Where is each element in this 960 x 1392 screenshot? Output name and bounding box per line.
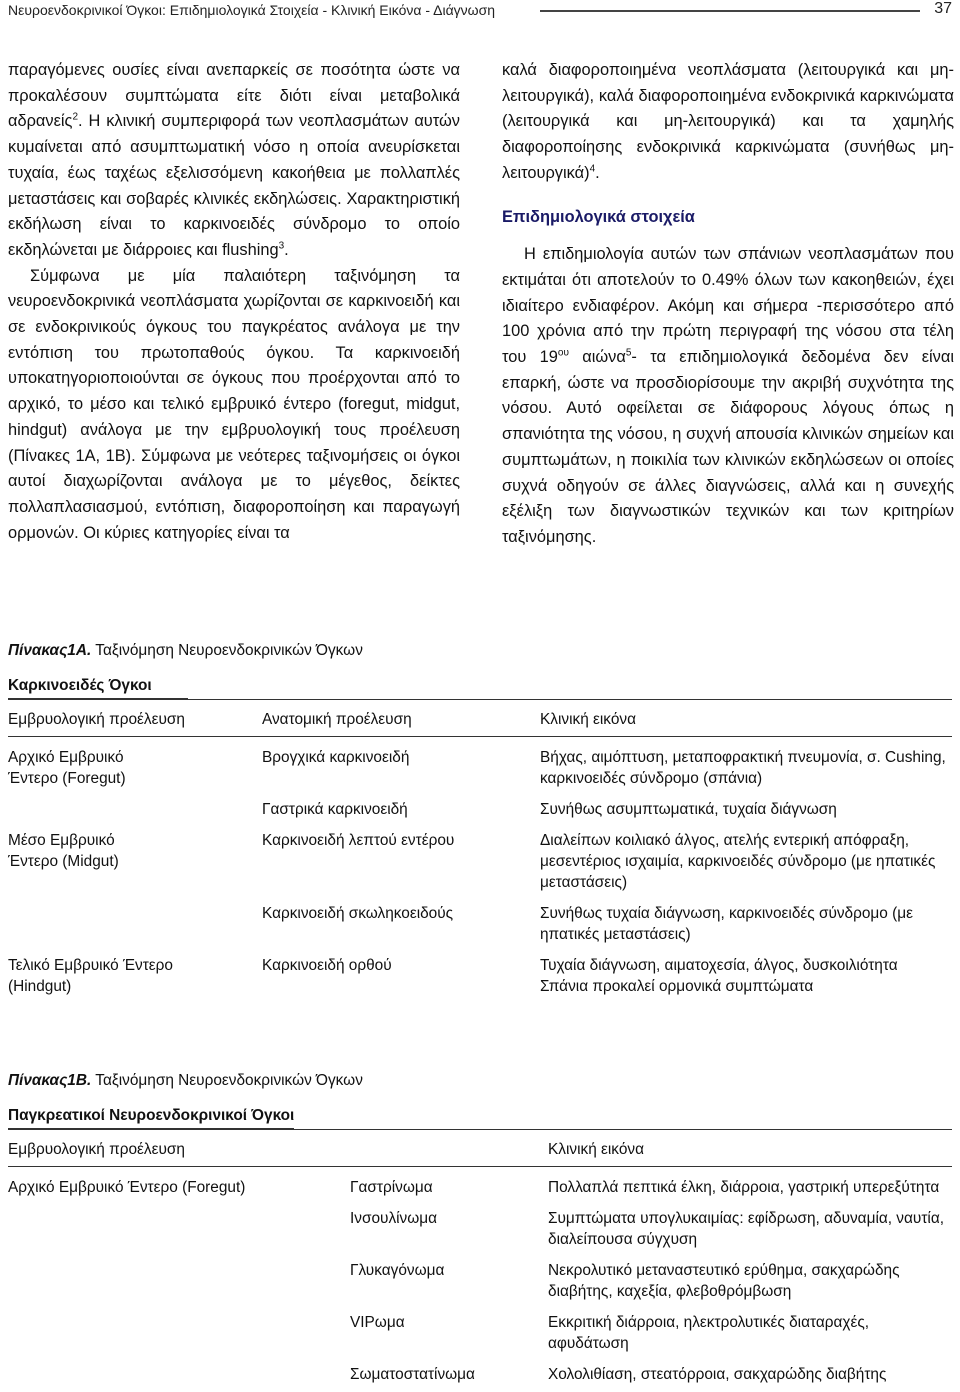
table-cell: Αρχικό Εμβρυικό Έντερο (Foregut) [8,1179,246,1196]
table-cell [8,1302,350,1354]
table-cell [8,1250,350,1302]
running-title: Νευροενδοκρινικοί Όγκοι: Επιδημιολογικά Στοιχεία - Κλινική Εικόνα - Διάγνωση [8,2,496,18]
table-cell: Καρκινοειδή ορθού [262,957,392,974]
table-row [8,1198,952,1250]
left-paragraph-1: παραγόμενες ουσίες είναι ανεπαρκείς σε ποσότητα ώστε να προκαλέσουν συμπτώματα είτε διότι είναι μεταβολικά αδρανείς$^2$. Η κλινική συμπεριφορά των νεοπλασμάτων αυτών κυμαίνεται από ασυμπτωματική νόσο η οποία ανευρίσκεται τυχαία, έως ταχέως εξελισσόμενη κακοήθεια με πολλαπλές μεταστάσεις και σοβαρές κλινικές εκδηλώσεις. Χαρακτηριστική εκδήλωση είναι το καρκινοειδές σύνδρομο το οποίο εκδηλώνεται με διάρροιες και flushing$^3$. [8,61,460,259]
table-cell: Βρογχικά καρκινοειδή [262,749,410,766]
table-cell [8,893,262,945]
table-cell: VIPωμα [350,1314,405,1331]
table-cell: Γαστρίνωμα [350,1179,433,1196]
table-cell: Ινσουλίνωμα [350,1210,438,1227]
table-cell: Πολλαπλά πεπτικά έλκη, διάρροια, γαστρική υπερεξύτητα [548,1179,940,1196]
table-cell: Συνήθως ασυμπτωματικά, τυχαία διάγνωση [540,801,837,818]
table-cell: Γαστρικά καρκινοειδή [262,801,408,818]
table-cell: Αρχικό Εμβρυικό Έντερο (Foregut) [8,749,126,787]
right-column [502,58,954,551]
table-cell: Νεκρολυτικό μεταναστευτικό ερύθημα, σακχαρώδης διαβήτης, καχεξία, φλεβοθρόμβωση [548,1262,900,1300]
table-1b [8,1129,952,1385]
table-cell: Μέσο Εμβρυικό Έντερο (Midgut) [8,832,119,870]
header-cell: Κλινική εικόνα [540,700,952,737]
table-row [8,737,952,790]
table-cell [8,789,262,820]
right-paragraph-1: καλά διαφοροποιημένα νεοπλάσματα (λειτουργικά και μη-λειτουργικά), καλά διαφοροποιημένα ενδοκρινικά καρκινώματα (λειτουργικά και μη-λειτουργικά) και τα χαμηλής διαφοροποίησης ενδοκρινικά καρκινώματα (συνήθως μη-λειτουργικά)$^4$. [502,61,954,182]
table-cell: Γλυκαγόνωμα [350,1262,445,1279]
table-1a-group: Καρκινοειδές Όγκοι [8,675,188,699]
table-row [8,1354,952,1385]
table-cell: Διαλείπων κοιλιακό άλγος, ατελής εντερική απόφραξη, μεσεντέριος ισχαιμία, καρκινοειδές σύνδρομο (με ηπατικές μεταστάσεις) [540,832,936,891]
table-row [8,789,952,820]
table-1a [8,699,952,997]
section-title: Επιδημιολογικά στοιχεία [502,207,695,226]
header-cell [350,1130,548,1167]
table-cell: Τυχαία διάγνωση, αιματοχεσία, άλγος, δυσκοιλιότητα Σπάνια προκαλεί ορμονικά συμπτώματα [540,957,898,995]
table-cell [8,1198,350,1250]
header-cell: Ανατομική προέλευση [262,700,540,737]
table-cell: Βήχας, αιμόπτυση, μεταποφρακτική πνευμονία, σ. Cushing, καρκινοειδές σύνδρομο (σπάνια) [540,749,946,787]
table-row [8,945,952,997]
table-cell: Χολολιθίαση, στεατόρροια, σακχαρώδης διαβήτης [548,1366,887,1383]
table-1a-block [8,640,952,997]
table-1b-group: Παγκρεατικοί Νευροενδοκρινικοί Όγκοι [8,1105,294,1129]
table-1b-caption: Πίνακας1Β. Ταξινόμηση Νευροενδοκρινικών Όγκων [8,1072,363,1089]
table-cell: Συμπτώματα υπογλυκαιμίας: εφίδρωση, αδυναμία, ναυτία, διαλείπουσα σύγχυση [548,1210,944,1248]
table-1b-block [8,1070,952,1385]
table-row [8,1302,952,1354]
page-number: 37 [934,0,952,17]
table-row [8,1167,952,1199]
page-header [0,0,960,24]
header-cell: Εμβρυολογική προέλευση [8,1130,350,1167]
left-column [8,58,460,546]
table-header-row [8,700,952,737]
table-row [8,1250,952,1302]
table-row [8,893,952,945]
table-cell: Καρκινοειδή λεπτού εντέρου [262,832,455,849]
right-paragraph-2: Η επιδημιολογία αυτών των σπάνιων νεοπλασμάτων που εκτιμάται ότι αποτελούν το 0.49% όλων των κακοηθειών, έχει ιδιαίτερο ενδιαφέρον. Ακόμη και σήμερα -περισσότερο από 100 χρόνια από την πρώτη περιγραφή της νόσου στα τέλη του $19^{o\upsilon}$ αιώνα$^5$- τα επιδημιολογικά δεδομένα δεν είναι επαρκή, ώστε να προσδιορίσουμε την ακριβή συχνότητα της νόσου. Αυτό οφείλεται σε διάφορους λόγους όπως η σπανιότητα της νόσου, η συχνή απουσία κλινικών σημείων και συμπτωμάτων, η ποικιλία των κλινικών εκδηλώσεων οι οποίες συχνά οδηγούν σε άλλες διαγνώσεις, αλλά και η συνεχής εξέλιξη των διαγνωστικών τεχνικών και των κριτηρίων ταξινόμησης. [502,245,954,546]
header-cell: Κλινική εικόνα [548,1130,952,1167]
table-cell [8,1354,350,1385]
table-cell: Σωματοστατίνωμα [350,1366,475,1383]
table-cell: Τελικό Εμβρυικό Έντερο (Hindgut) [8,957,173,995]
left-paragraph-2: Σύμφωνα με μία παλαιότερη ταξινόμηση τα νευροενδοκρινικά νεοπλάσματα χωρίζονται σε καρκινοειδή και σε ενδοκρινικούς όγκους του παγκρέατος ανάλογα με την εντόπιση του πρωτοπαθούς όγκου. Τα καρκινοειδή υποκατηγοριοποιούνται σε όγκους που προέρχονται από το αρχικό, το μέσο και τελικό εμβρυικό έντερο (foregut, midgut, hindgut) ανάλογα με την εμβρυολογική τους προέλευση (Πίνακες 1Α, 1Β). Σύμφωνα με νεότερες ταξινομήσεις οι όγκοι αυτοί διαχωρίζονται ανάλογα με το μέγεθος, δείκτες πολλαπλασιασμού, εντόπιση, διαφοροποίηση και παραγωγή ορμονών. Οι κύριες κατηγορίες είναι τα [8,266,460,542]
table-row [8,820,952,893]
table-cell: Συνήθως τυχαία διάγνωση, καρκινοειδές σύνδρομο (με ηπατικές μεταστάσεις) [540,905,913,943]
header-cell: Εμβρυολογική προέλευση [8,700,262,737]
table-cell: Καρκινοειδή σκωληκοειδούς [262,905,454,922]
header-rule [540,10,920,12]
table-1a-caption: Πίνακας1Α. Ταξινόμηση Νευροενδοκρινικών Όγκων [8,642,363,659]
table-cell: Εκκριτική διάρροια, ηλεκτρολυτικές διαταραχές, αφυδάτωση [548,1314,870,1352]
table-header-row [8,1130,952,1167]
